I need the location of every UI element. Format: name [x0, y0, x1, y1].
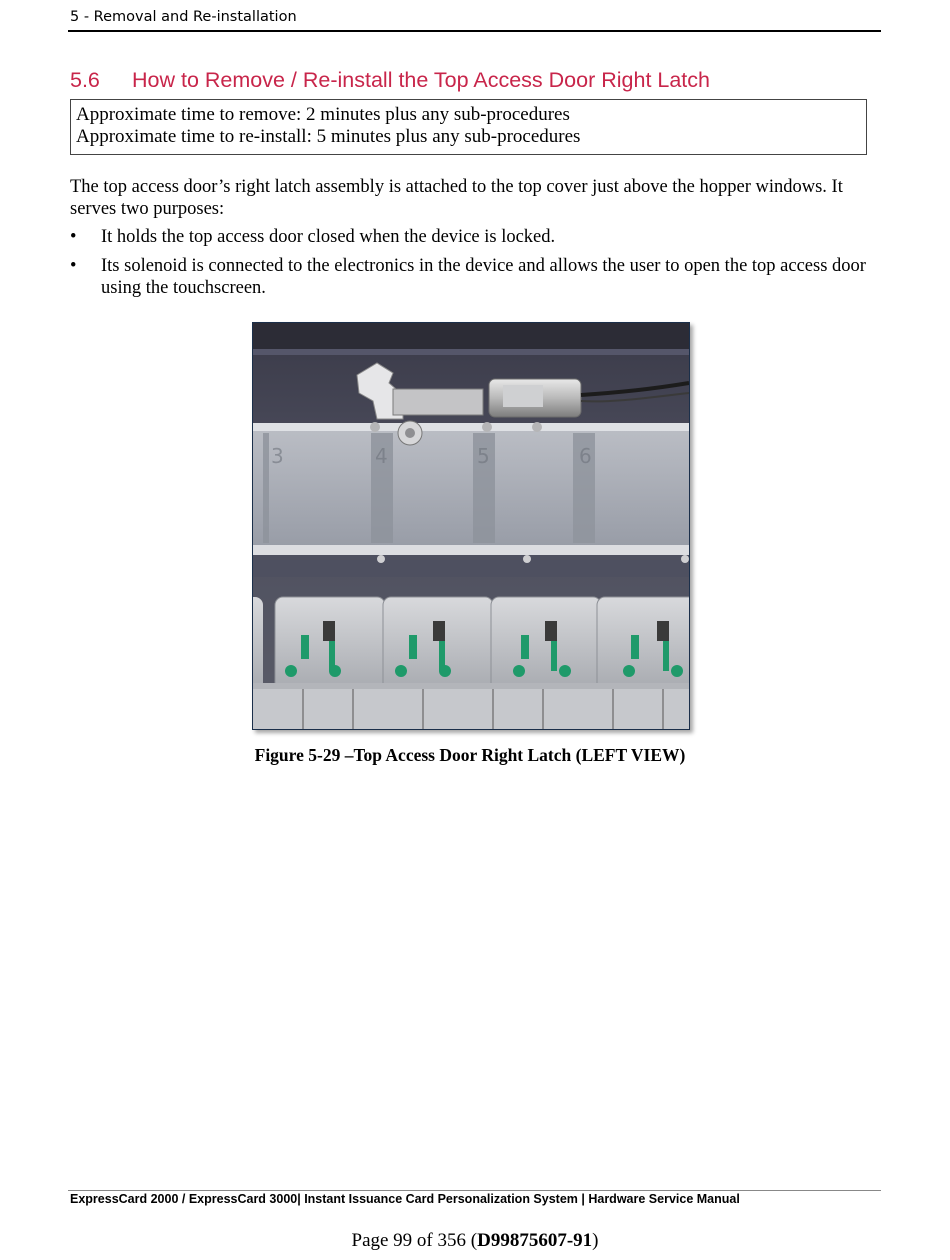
- remove-time: Approximate time to remove: 2 minutes plus any sub-procedures: [76, 104, 570, 125]
- list-item-text: Its solenoid is connected to the electronics in the device and allows the user to open the top access door using the touchscreen.: [101, 256, 866, 298]
- page-number-close: ): [592, 1230, 599, 1251]
- section-number: 5.6: [70, 68, 100, 92]
- list-item-text: It holds the top access door closed when the device is locked.: [101, 227, 556, 247]
- latch-photo-illustration: [253, 323, 689, 729]
- header-rule: [68, 30, 881, 32]
- hopper-number: 6: [579, 444, 592, 468]
- time-estimate-box: [70, 99, 867, 155]
- footer-manual-title: ExpressCard 2000 / ExpressCard 3000| Instant Issuance Card Personalization System | Hardware Service Manual: [70, 1192, 740, 1206]
- list-item: [70, 255, 875, 299]
- running-header: 5 - Removal and Re-installation: [70, 9, 297, 25]
- hopper-number: 3: [271, 444, 284, 468]
- latch-photo: [252, 322, 690, 730]
- section-title: How to Remove / Re-install the Top Access Door Right Latch: [132, 68, 710, 92]
- figure-caption: Figure 5-29 –Top Access Door Right Latch (LEFT VIEW): [254, 745, 686, 765]
- intro-paragraph: The top access door’s right latch assembly is attached to the top cover just above the hopper windows. It serves two purposes:: [70, 177, 843, 219]
- page-number: [0, 1230, 950, 1252]
- hopper-number: 4: [375, 444, 388, 468]
- hopper-number: 5: [477, 444, 490, 468]
- page-number-text: Page 99 of 356 (: [351, 1230, 478, 1251]
- bullet-icon: •: [70, 227, 77, 247]
- document-number: D99875607-91: [477, 1230, 593, 1251]
- list-item: [70, 226, 875, 248]
- bullet-icon: •: [70, 256, 77, 276]
- purpose-list: [70, 226, 875, 306]
- footer-rule: [68, 1190, 881, 1191]
- reinstall-time: Approximate time to re-install: 5 minutes plus any sub-procedures: [76, 126, 581, 147]
- section-heading: [70, 68, 710, 93]
